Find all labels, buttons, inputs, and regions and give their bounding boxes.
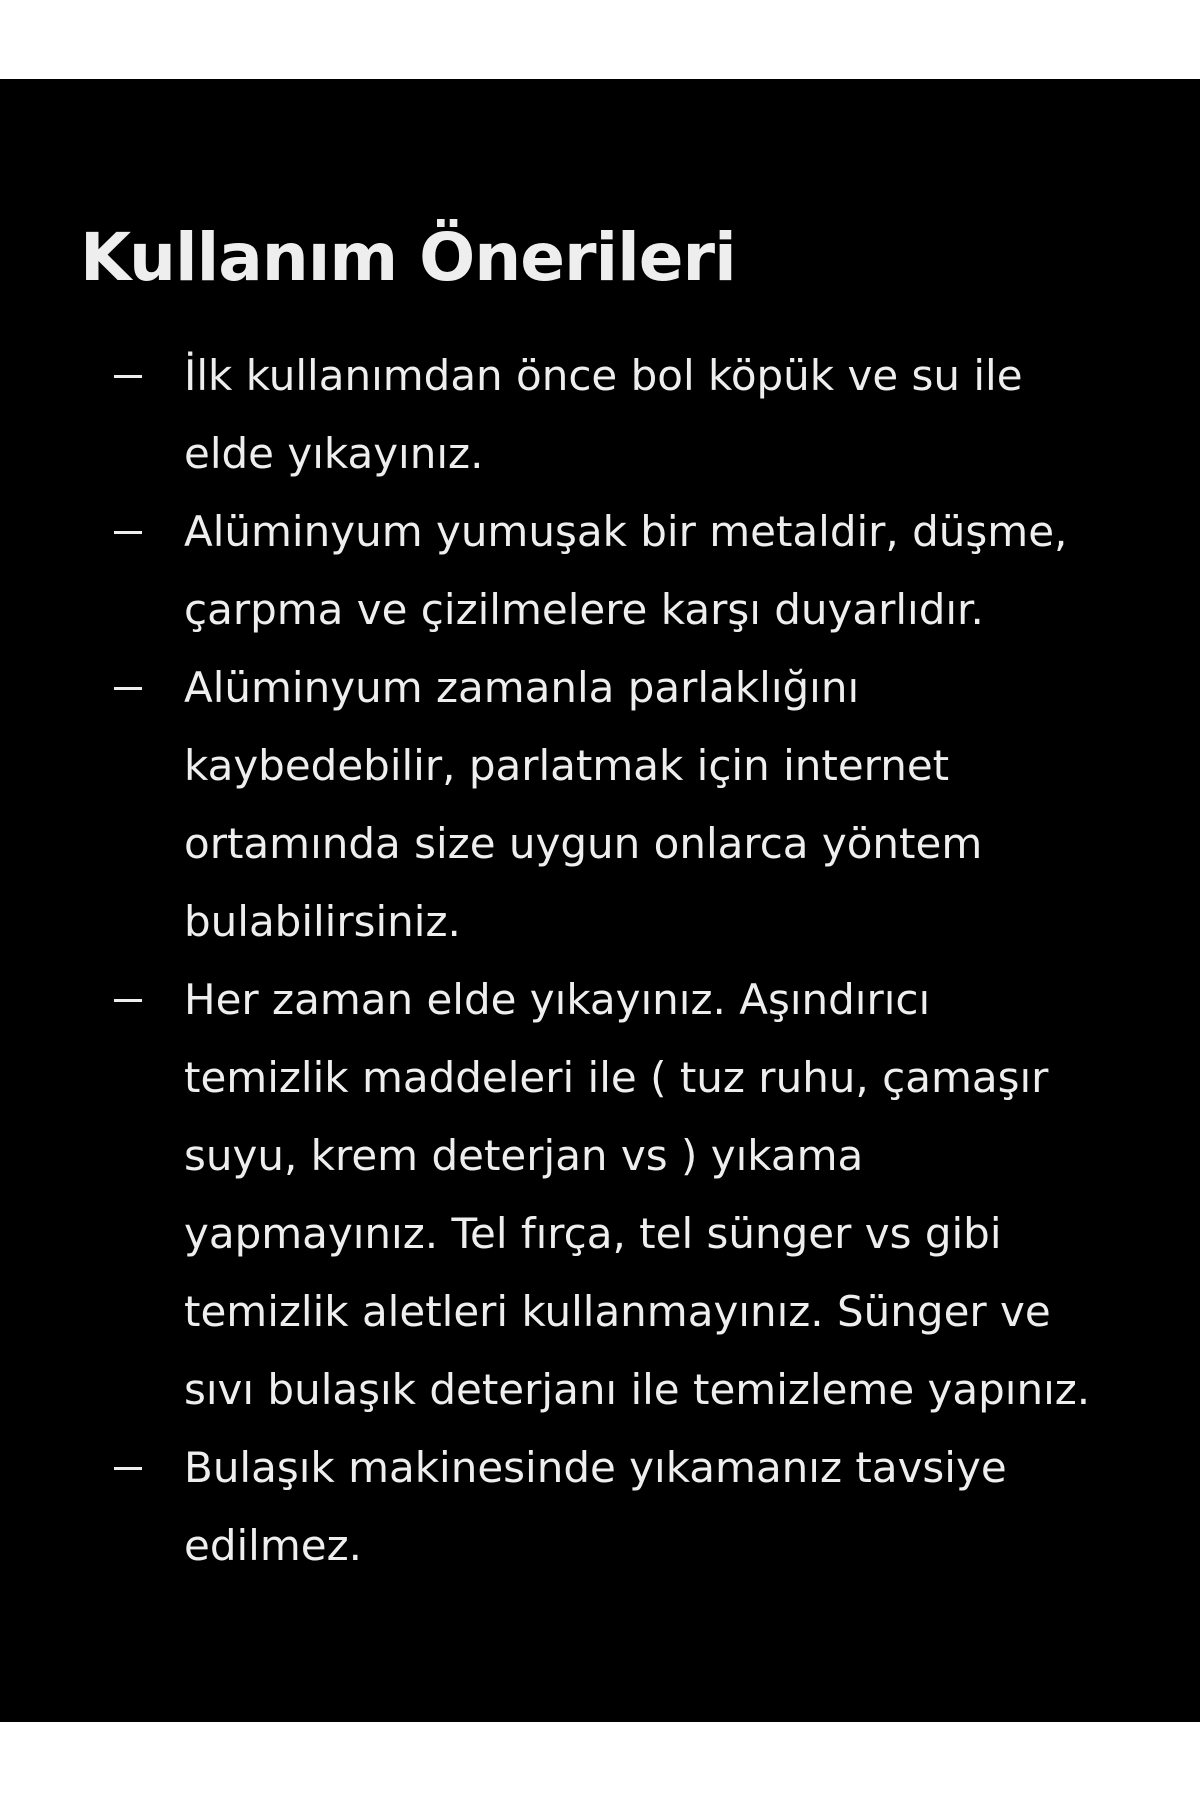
- dash-bullet: [114, 999, 142, 1002]
- list-item-line: Bulaşık makinesinde yıkamanız tavsiye: [184, 1443, 1007, 1492]
- list-item: [0, 493, 1200, 649]
- list-item-line: sıvı bulaşık deterjanı ile temizleme yapınız.: [184, 1365, 1091, 1414]
- list-item-line: elde yıkayınız.: [184, 429, 484, 478]
- list-item-line: Alüminyum zamanla parlaklığını: [184, 663, 860, 712]
- list-item-line: çarpma ve çizilmelere karşı duyarlıdır.: [184, 585, 984, 634]
- list-item-line: temizlik maddeleri ile ( tuz ruhu, çamaşır: [184, 1053, 1049, 1102]
- list-item-line: edilmez.: [184, 1521, 362, 1570]
- list-item: [0, 337, 1200, 493]
- list-item-line: ortamında size uygun onlarca yöntem: [184, 819, 983, 868]
- list-item-line: İlk kullanımdan önce bol köpük ve su ile: [184, 351, 1023, 400]
- list-item-line: temizlik aletleri kullanmayınız. Sünger ve: [184, 1287, 1051, 1336]
- list-item-line: kaybedebilir, parlatmak için internet: [184, 741, 950, 790]
- dash-bullet: [114, 375, 142, 378]
- dash-bullet: [114, 687, 142, 690]
- list-item-line: yapmayınız. Tel fırça, tel sünger vs gibi: [184, 1209, 1002, 1258]
- page-title: Kullanım Önerileri: [80, 219, 736, 296]
- list-item: [0, 961, 1200, 1429]
- list-item-line: Alüminyum yumuşak bir metaldir, düşme,: [184, 507, 1068, 556]
- list-item-line: Her zaman elde yıkayınız. Aşındırıcı: [184, 975, 931, 1024]
- list-item: [0, 649, 1200, 961]
- dash-bullet: [114, 1467, 142, 1470]
- usage-recommendations-list: [0, 337, 1200, 1585]
- list-item-line: suyu, krem deterjan vs ) yıkama: [184, 1131, 864, 1180]
- list-item: [0, 1429, 1200, 1585]
- list-item-line: bulabilirsiniz.: [184, 897, 461, 946]
- dash-bullet: [114, 531, 142, 534]
